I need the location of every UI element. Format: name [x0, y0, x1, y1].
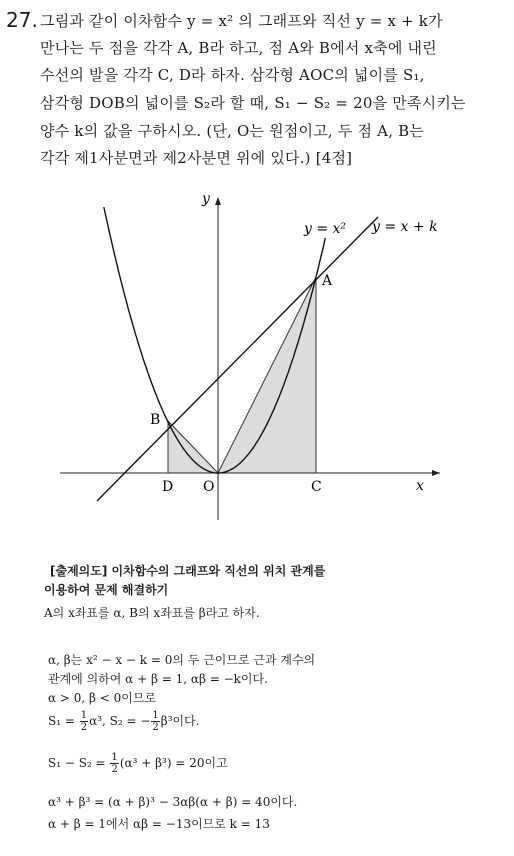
solution-line-7: α + β = 1에서 αβ = −13이므로 k = 13	[48, 817, 270, 831]
point-a-label: A	[322, 273, 333, 289]
y-axis-label: y	[202, 191, 210, 207]
line-label: y = x + k	[372, 219, 438, 235]
difference-lhs: S₁ − S₂ =	[48, 756, 110, 770]
solution-line-3: α > 0, β < 0이므로	[48, 691, 157, 705]
point-c-label: C	[311, 479, 322, 495]
point-d-label: D	[162, 479, 174, 495]
x-axis-arrow	[432, 470, 440, 476]
solution-line-5	[48, 752, 228, 775]
origin-label: O	[203, 479, 215, 495]
question-line-2: 만나는 두 점을 각각 A, B라 하고, 점 A와 B에서 x축에 내린	[40, 39, 437, 57]
point-b-label: B	[150, 412, 161, 428]
fraction-denominator: 2	[80, 722, 88, 733]
solution-heading-2: 이용하여 문제 해결하기	[44, 583, 169, 597]
fraction-half-3	[110, 752, 118, 775]
fraction-numerator: 1	[152, 710, 159, 721]
graph-figure	[0, 185, 514, 545]
fraction-numerator: 1	[111, 752, 118, 763]
solution-intro: A의 x좌표를 α, B의 x좌표를 β라고 하자.	[44, 606, 260, 620]
x-axis-label: x	[416, 478, 424, 494]
solution-heading: [출제의도] 이차함수의 그래프와 직선의 위치 관계를	[50, 564, 326, 578]
question-line-4: 삼각형 DOB의 넓이를 S₂라 할 때, S₁ − S₂ = 20을 만족시키는	[40, 94, 466, 112]
fraction-numerator: 1	[80, 710, 88, 721]
question-line-6: 각각 제1사분면과 제2사분면 위에 있다.) [4점]	[40, 149, 353, 167]
s1-lhs: S₁ =	[48, 714, 79, 728]
solution-line-2: 관계에 의하여 α + β = 1, αβ = −k이다.	[48, 672, 268, 686]
difference-rhs: (α³ + β³) = 20이고	[119, 756, 228, 770]
fraction-half	[80, 710, 88, 733]
solution-line-6: α³ + β³ = (α + β)³ − 3αβ(α + β) = 40이다.	[48, 795, 298, 809]
y-axis-arrow	[215, 197, 221, 205]
s2-tail: β³이다.	[160, 714, 200, 728]
s2-expression: α³, S₂ = −	[89, 714, 151, 728]
fraction-denominator: 2	[152, 722, 159, 733]
question-line-1: 그림과 같이 이차함수 y = x² 의 그래프와 직선 y = x + k가	[40, 12, 443, 30]
question-line-5: 양수 k의 값을 구하시오. (단, O는 원점이고, 두 점 A, B는	[40, 122, 425, 140]
question-number: 27.	[6, 8, 38, 32]
fraction-denominator: 2	[111, 764, 118, 775]
fraction-half-2	[151, 710, 159, 733]
solution-line-4	[48, 710, 200, 733]
curve-label: y = x²	[304, 221, 347, 237]
solution-line-1: α, β는 x² − x − k = 0의 두 근이므로 근과 계수의	[48, 653, 316, 667]
question-line-3: 수선의 발을 각각 C, D라 하자. 삼각형 AOC의 넓이를 S₁,	[40, 66, 425, 84]
